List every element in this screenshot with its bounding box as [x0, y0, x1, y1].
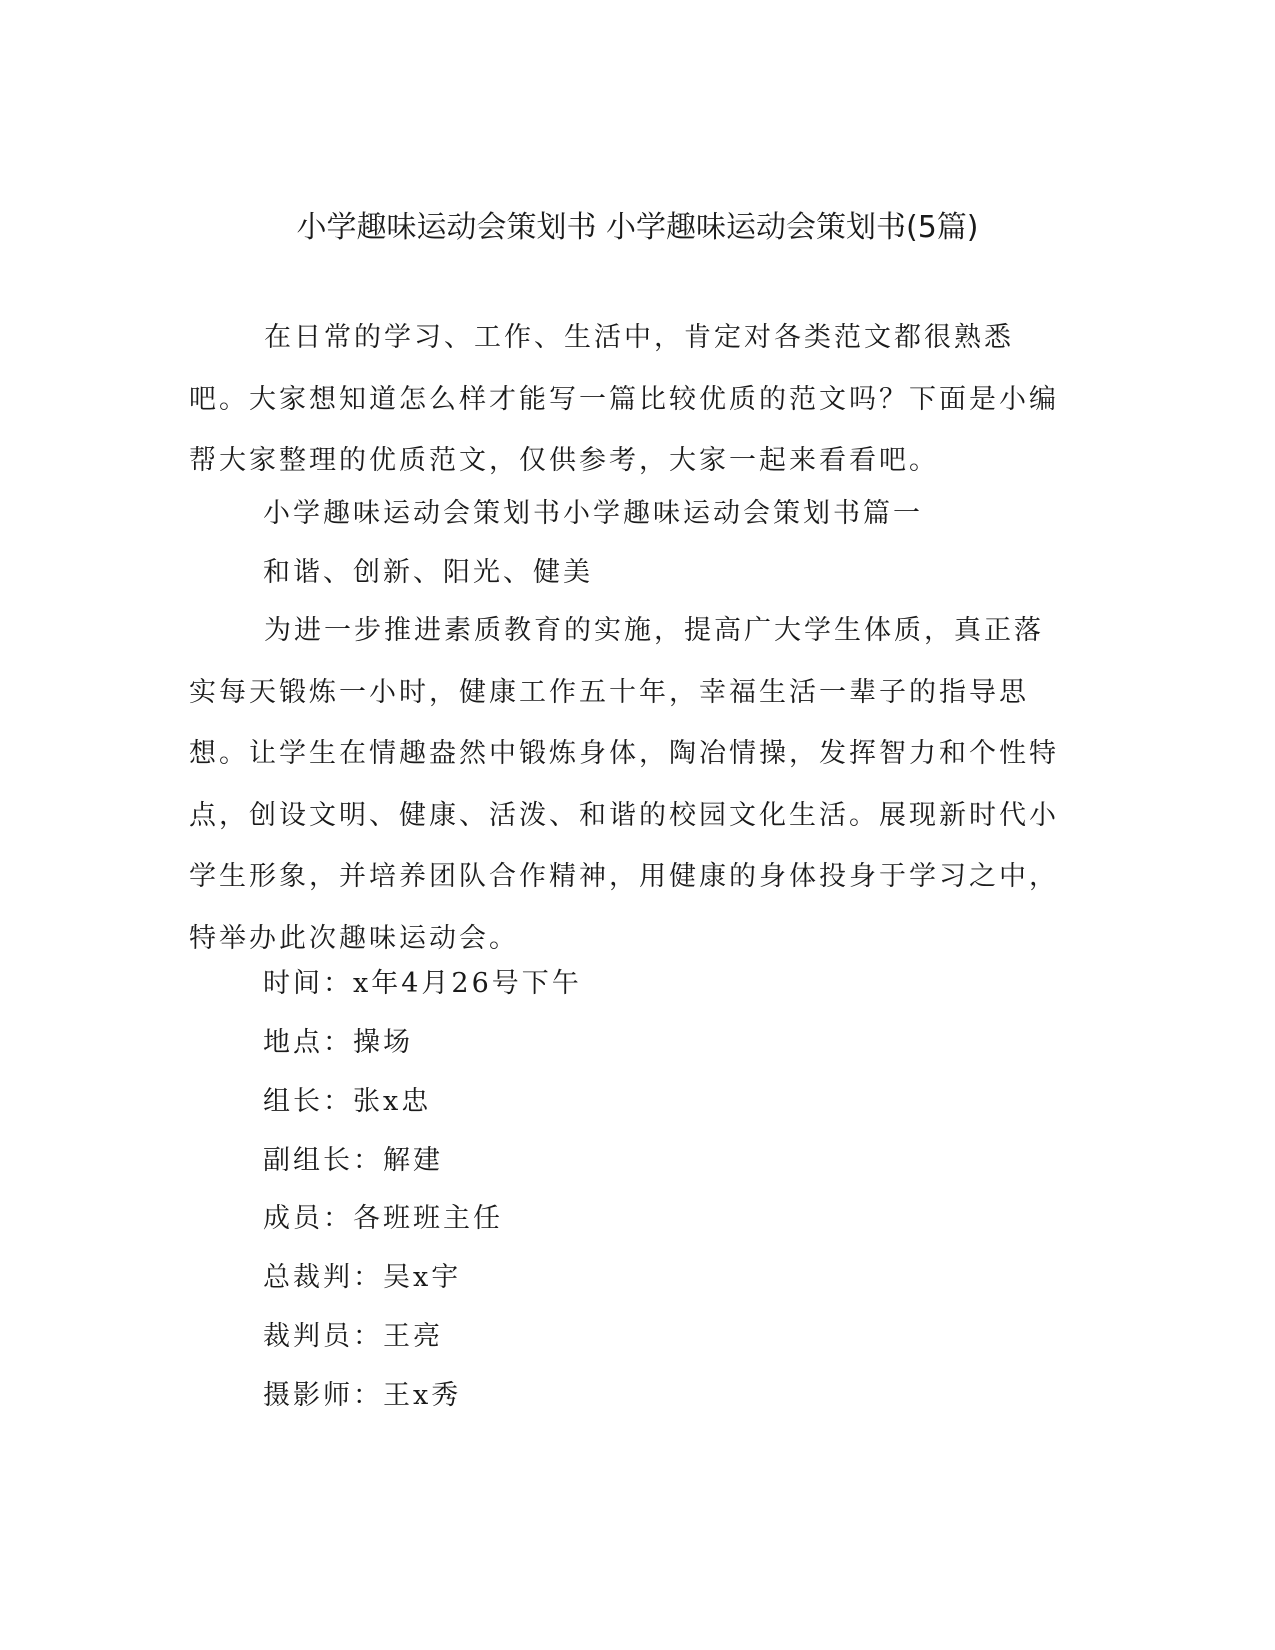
section-heading: 小学趣味运动会策划书小学趣味运动会策划书篇一	[263, 498, 923, 529]
purpose-paragraph-block	[189, 600, 1069, 969]
intro-paragraph: 在日常的学习、工作、生活中，肯定对各类范文都很熟悉吧。大家想知道怎么样才能写一篇比较优质的范文吗？下面是小编帮大家整理的优质范文，仅供参考，大家一起来看看吧。	[189, 322, 1059, 476]
intro-paragraph-block	[189, 307, 1069, 492]
theme-line: 和谐、创新、阳光、健美	[263, 557, 593, 588]
detail-members: 成员：各班班主任	[263, 1203, 503, 1234]
detail-referee: 裁判员：王亮	[263, 1321, 443, 1352]
detail-time: 时间：x年4月26号下午	[263, 968, 582, 999]
purpose-paragraph: 为进一步推进素质教育的实施，提高广大学生体质，真正落实每天锻炼一小时，健康工作五十年，幸福生活一辈子的指导思想。让学生在情趣盎然中锻炼身体，陶冶情操，发挥智力和个性特点，创设文明、健康、活泼、和谐的校园文化生活。展现新时代小学生形象，并培养团队合作精神，用健康的身体投身于学习之中，特举办此次趣味运动会。	[189, 615, 1059, 954]
detail-chief-referee: 总裁判：吴x宇	[263, 1262, 462, 1293]
detail-location: 地点：操场	[263, 1027, 413, 1058]
detail-photographer: 摄影师：王x秀	[263, 1380, 462, 1411]
document-title: 小学趣味运动会策划书 小学趣味运动会策划书(5篇)	[296, 210, 979, 245]
detail-deputy-leader: 副组长：解建	[263, 1145, 443, 1176]
detail-leader: 组长：张x忠	[263, 1086, 432, 1117]
